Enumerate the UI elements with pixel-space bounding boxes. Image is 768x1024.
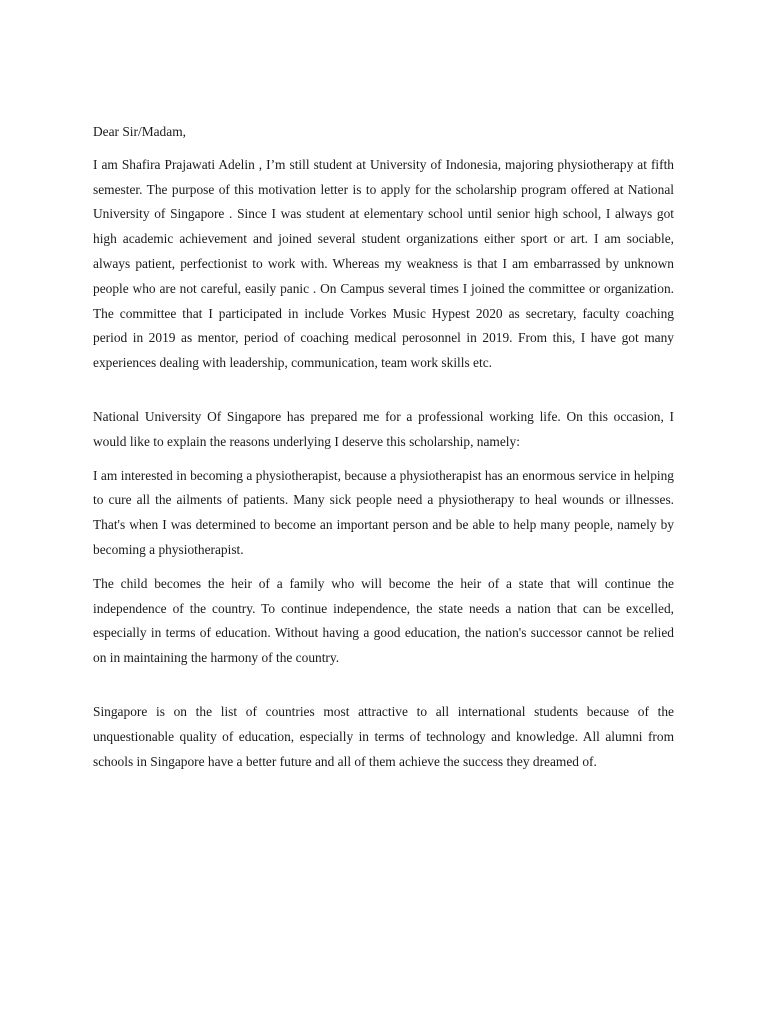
paragraph-singapore: Singapore is on the list of countries most attractive to all international students because of the unquestionable quality of education, especially in terms of technology and knowledge. All alumni from schools in Singapore have a better future and all of them achieve the success they dreamed of.	[93, 703, 674, 769]
paragraph-physiotherapist: I am interested in becoming a physiotherapist, because a physiotherapist has an enormous service in helping to cure all the ailments of patients. Many sick people need a physiotherapy to heal wounds or illnesses. That's when I was determined to become an important person and be able to help many people, namely by becoming a physiotherapist.	[93, 467, 674, 557]
paragraph-heir: The child becomes the heir of a family who will become the heir of a state that will continue the independence of the country. To continue independence, the state needs a nation that can be excelled, especially in terms of education. Without having a good education, the nation's successor cannot be relied on in maintaining the harmony of the country.	[93, 575, 674, 666]
salutation: Dear Sir/Madam,	[93, 124, 186, 139]
motivation-letter	[93, 120, 674, 774]
paragraph-reasons-intro: National University Of Singapore has prepared me for a professional working life. On this occasion, I would like to explain the reasons underlying I deserve this scholarship, namely:	[93, 408, 674, 449]
paragraph-introduction: I am Shafira Prajawati Adelin , I’m still student at University of Indonesia, majoring physiotherapy at fifth semester. The purpose of this motivation letter is to apply for the scholarship program offered at National University of Singapore . Since I was student at elementary school until senior high school, I always got high academic achievement and joined several student organizations either sport or art. I am sociable, always patient, perfectionist to work with. Whereas my weakness is that I am embarrassed by unknown people who are not careful, easily panic . On Campus several times I joined the committee or organization. The committee that I participated in include Vorkes Music Hypest 2020 as secretary, faculty coaching period in 2019 as mentor, period of coaching medical perosonnel in 2019. From this, I have got many experiences dealing with leadership, communication, team work skills etc.	[93, 156, 674, 371]
